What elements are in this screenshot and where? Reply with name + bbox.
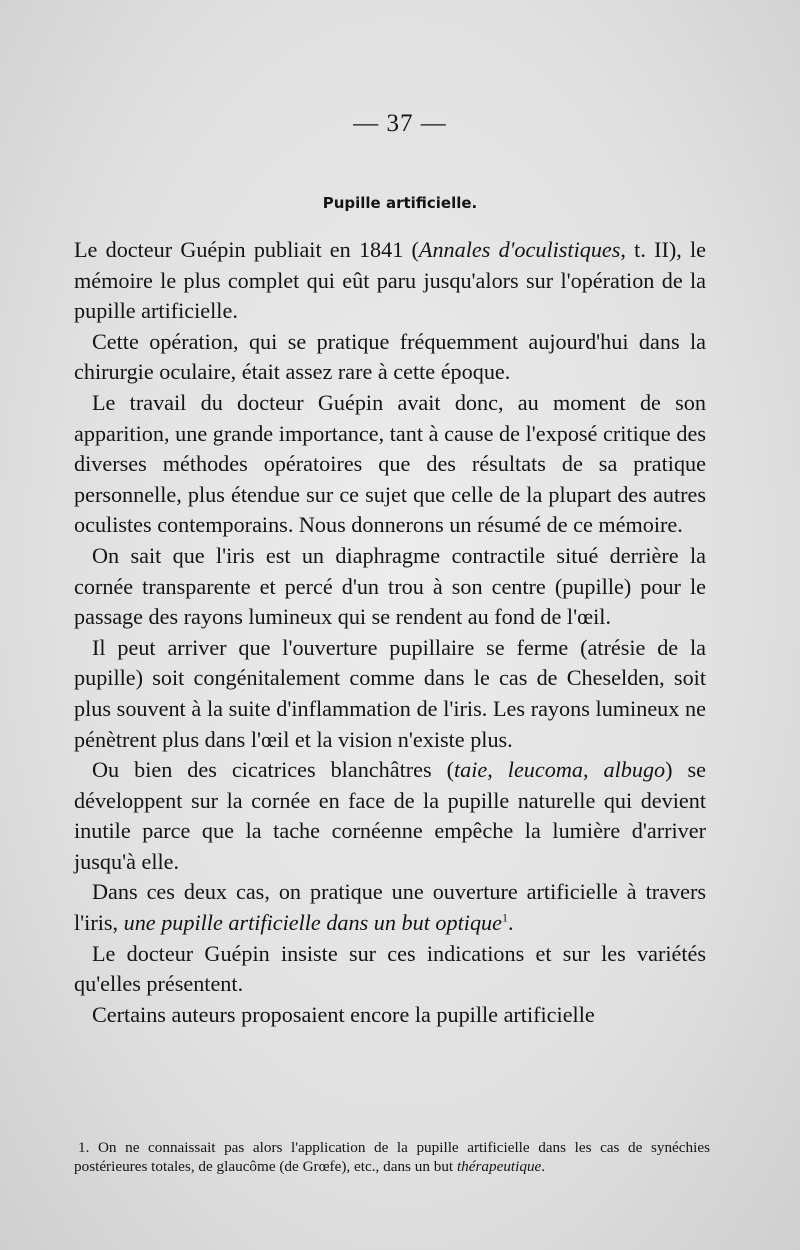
footnote-emphasis: thérapeutique [456,1158,542,1175]
section-title: Pupille artificielle. [322,194,478,212]
paragraph-text: , [582,757,604,783]
page-number: — 37 — [353,110,447,137]
paragraph-8: Le docteur Guépin insiste sur ces indications et sur les variétés qu'elles présentent. [74,940,706,997]
paragraph-text: Ou bien des cicatrices blanchâtres ( [92,757,454,783]
term-albugo: albugo [603,757,666,783]
paragraph-text: Dans ces deux cas, on pratique une ouverture artificielle à travers l'iris, [74,879,706,936]
body-text [74,235,706,1030]
emphasis-phrase: une pupille artificielle dans un but optique [123,910,502,936]
paragraph-6 [74,755,706,877]
paragraph-text: ) se développent sur la cornée en face de la pupille naturelle qui devient inutile parce que la tache cornéenne empêche la lumière d'arriver jusqu'à elle. [74,757,706,874]
footnote-text: On ne connaissait pas alors l'application de la pupille artificielle dans les cas de synéchies postérieures totales, de glaucôme (de Grœfe), etc., dans un but [74,1139,710,1175]
paragraph-1 [74,235,706,327]
paragraph-4: On sait que l'iris est un diaphragme contractile situé derrière la cornée transparente et percé d'un trou à son centre (pupille) pour le passage des rayons lumineux qui se rendent au fond de l'œil. [74,542,706,630]
footnote-reference: 1 [501,910,508,925]
paragraph-3: Le travail du docteur Guépin avait donc, au moment de son apparition, une grande importance, tant à cause de l'exposé critique des diverses méthodes opératoires que des résultats de sa pratique personnelle, plus étendue sur ce sujet que celle de la plupart des autres oculistes contemporains. Nous donnerons un résumé de ce mémoire. [74,389,706,538]
term-leucoma: leucoma [507,757,583,783]
paragraph-text: , [487,757,508,783]
paragraph-7 [74,877,706,938]
term-taie: taie [453,757,488,783]
paragraph-2: Cette opération, qui se pratique fréquemment aujourd'hui dans la chirurgie oculaire, était assez rare à cette époque. [74,328,706,385]
paragraph-text: Le docteur Guépin publiait en 1841 ( [74,237,419,262]
paragraph-9: Certains auteurs proposaient encore la pupille artificielle [92,1001,595,1027]
paragraph-text: , t. II), le mémoire le plus complet qui eût paru jusqu'alors sur l'opération de la pupille artificielle. [74,237,706,324]
footnote [74,1138,710,1176]
footnote-marker: 1. [78,1139,90,1156]
paragraph-text: . [507,910,514,936]
footnote-text-end: . [541,1158,546,1175]
paragraph-5: Il peut arriver que l'ouverture pupillaire se ferme (atrésie de la pupille) soit congénitalement comme dans le cas de Cheselden, soit plus souvent à la suite d'inflammation de l'iris. Les rayons lumineux ne pénètrent plus dans l'œil et la vision n'existe plus. [74,634,706,752]
journal-title: Annales d'oculistiques [418,237,621,262]
